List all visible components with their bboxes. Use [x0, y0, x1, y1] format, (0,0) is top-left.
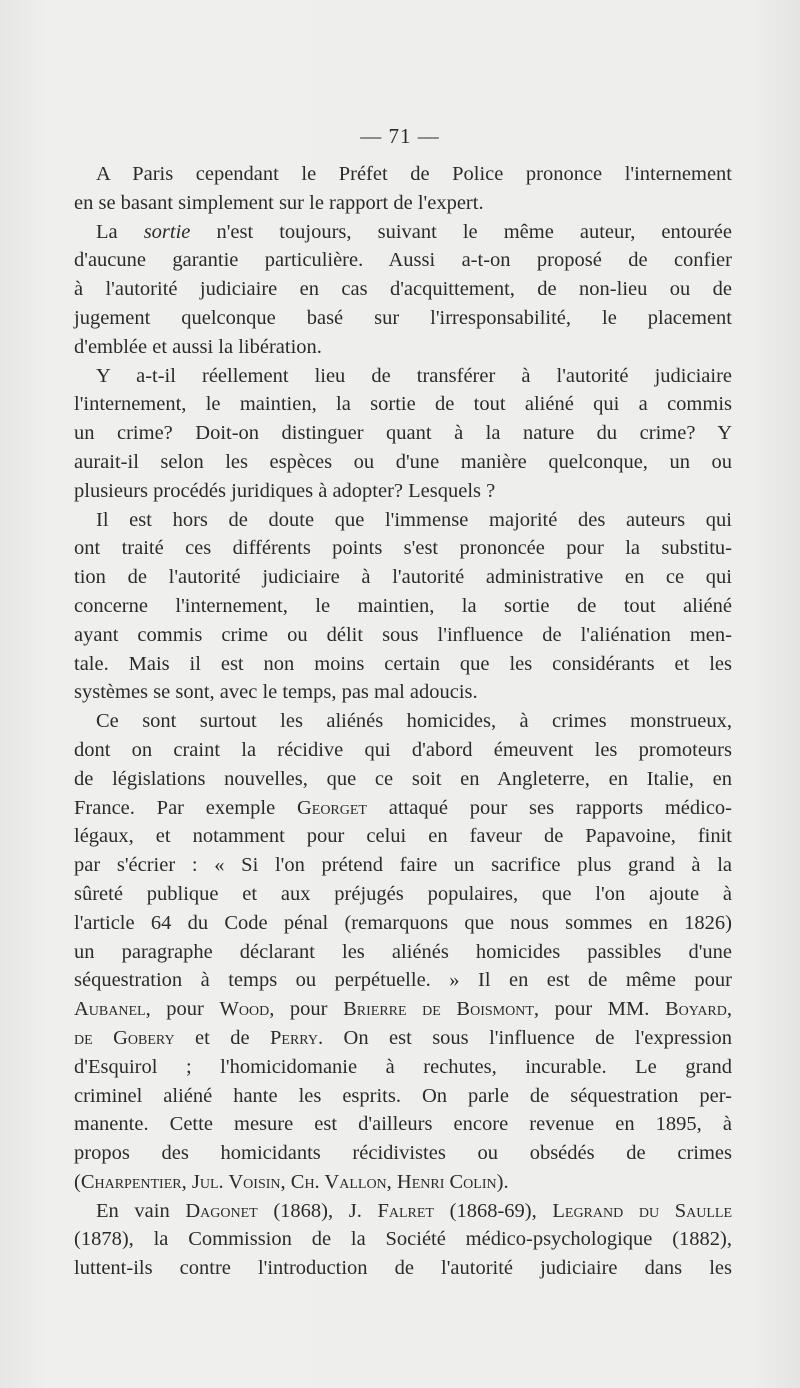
text-segment: concerne l'internement, le maintien, la sortie de tout aliéné	[74, 594, 732, 617]
text-segment: de Gobery	[74, 1026, 175, 1049]
text-segment: (1878), la Commission de la Société médico-psychologique (1882),	[74, 1228, 732, 1251]
text-segment: sûreté publique et aux préjugés populaires, que l'on ajoute à	[74, 882, 732, 905]
text-segment: légaux, et notamment pour celui en faveur de Papavoine, finit	[74, 825, 732, 848]
text-segment: , pour MM.	[533, 998, 665, 1021]
text-line	[74, 362, 732, 391]
text-line	[74, 736, 732, 765]
text-line	[74, 909, 732, 938]
text-line	[74, 966, 732, 995]
text-segment: Aubanel	[74, 998, 146, 1021]
page-number: — 71 —	[360, 124, 440, 148]
text-line	[74, 650, 732, 679]
text-segment: France. Par exemple	[74, 796, 297, 819]
text-segment: attaqué pour ses rapports médico-	[367, 796, 732, 819]
text-line	[74, 563, 732, 592]
text-segment: l'article 64 du Code pénal (remarquons que nous sommes en 1826)	[74, 911, 732, 934]
text-line	[74, 333, 732, 362]
text-segment: séquestration à temps ou perpétuelle. » Il en est de même pour	[74, 969, 732, 992]
text-line	[74, 1225, 732, 1254]
text-segment: et de	[174, 1026, 270, 1049]
text-line	[74, 1082, 732, 1111]
text-line	[74, 506, 732, 535]
text-segment: d'Esquirol ; l'homicidomanie à rechutes, incurable. Le grand	[74, 1055, 732, 1078]
text-segment: l'internement, le maintien, la sortie de tout aliéné qui a commis	[74, 393, 732, 416]
text-segment: un crime? Doit-on distinguer quant à la nature du crime? Y	[74, 422, 732, 445]
text-segment: ont traité ces différents points s'est prononcée pour la substitu-	[74, 537, 732, 560]
text-segment: , pour	[269, 998, 344, 1021]
text-line	[74, 851, 732, 880]
text-line	[74, 794, 732, 823]
text-line	[74, 707, 732, 736]
text-segment: criminel aliéné hante les esprits. On parle de séquestration per-	[74, 1084, 732, 1107]
text-segment: (1868), J.	[257, 1199, 378, 1222]
text-line	[74, 218, 732, 247]
text-line	[74, 304, 732, 333]
text-line	[74, 938, 732, 967]
text-segment: par s'écrier : « Si l'on prétend faire un sacrifice plus grand à la	[74, 854, 732, 877]
text-segment: Georget	[296, 796, 367, 819]
text-line	[74, 189, 732, 218]
text-segment: aurait-il selon les espèces ou d'une manière quelconque, un ou	[74, 450, 732, 473]
text-line	[74, 1024, 732, 1053]
text-segment: d'aucune garantie particulière. Aussi a-t-on proposé de confier	[74, 249, 732, 272]
text-segment: luttent-ils contre l'introduction de l'autorité judiciaire dans les	[74, 1257, 732, 1280]
text-segment: , pour	[145, 998, 220, 1021]
text-segment: En vain	[96, 1199, 186, 1222]
text-line	[74, 765, 732, 794]
text-line	[74, 1053, 732, 1082]
text-segment: . On est sous l'influence de l'expression	[317, 1026, 732, 1049]
text-line	[74, 1197, 732, 1226]
text-segment: dont on craint la récidive qui d'abord émeuvent les promoteurs	[74, 738, 732, 761]
text-line	[74, 160, 732, 189]
text-segment: (1868-69),	[434, 1199, 553, 1222]
text-segment: en se basant simplement sur le rapport de l'expert.	[74, 191, 484, 214]
text-segment: n'est toujours, suivant le même auteur, entourée	[190, 220, 733, 243]
text-segment: Il est hors de doute que l'immense majorité des auteurs qui	[96, 508, 732, 531]
text-line	[74, 678, 732, 707]
text-line	[74, 1110, 732, 1139]
text-segment: sortie	[143, 220, 191, 243]
text-segment: La	[96, 220, 144, 243]
text-segment: ayant commis crime ou délit sous l'influence de l'aliénation men-	[74, 623, 732, 646]
text-segment: manente. Cette mesure est d'ailleurs encore revenue en 1895, à	[74, 1113, 732, 1136]
text-line	[74, 1139, 732, 1168]
text-segment: tale. Mais il est non moins certain que les considérants et les	[74, 652, 732, 675]
text-segment: (	[74, 1170, 81, 1193]
text-segment: un paragraphe déclarant les aliénés homicides passibles d'une	[74, 940, 732, 963]
text-line	[74, 246, 732, 275]
text-segment: systèmes se sont, avec le temps, pas mal adoucis.	[74, 681, 478, 704]
text-segment: Legrand du Saulle	[552, 1199, 732, 1222]
text-segment: Wood	[219, 998, 270, 1021]
text-line	[74, 448, 732, 477]
text-line	[74, 822, 732, 851]
text-segment: plusieurs procédés juridiques à adopter? Lesquels ?	[74, 479, 496, 502]
text-segment: Boyard	[664, 998, 727, 1021]
text-line	[74, 592, 732, 621]
text-segment: Brierre de Boismont	[343, 998, 534, 1021]
text-segment: Ce sont surtout les aliénés homicides, à crimes monstrueux,	[96, 710, 732, 733]
text-segment: ).	[496, 1170, 509, 1193]
text-line	[74, 621, 732, 650]
text-segment: à l'autorité judiciaire en cas d'acquittement, de non-lieu ou de	[74, 278, 732, 301]
text-line	[74, 390, 732, 419]
text-line	[74, 1254, 732, 1283]
text-segment: Perry	[270, 1026, 318, 1049]
text-line	[74, 275, 732, 304]
body-text	[74, 160, 732, 1283]
text-segment: tion de l'autorité judiciaire à l'autorité administrative en ce qui	[74, 566, 732, 589]
text-line	[74, 880, 732, 909]
text-segment: jugement quelconque basé sur l'irresponsabilité, le placement	[74, 306, 732, 329]
text-line	[74, 534, 732, 563]
text-segment: Dagonet	[185, 1199, 258, 1222]
text-segment: ,	[726, 998, 733, 1021]
text-segment: propos des homicidants récidivistes ou obsédés de crimes	[74, 1142, 732, 1165]
text-segment: A Paris cependant le Préfet de Police prononce l'internement	[96, 163, 732, 185]
text-line	[74, 477, 732, 506]
text-line	[74, 1168, 732, 1197]
text-segment: d'emblée et aussi la libération.	[74, 335, 322, 358]
text-line	[74, 419, 732, 448]
text-segment: de législations nouvelles, que ce soit en Angleterre, en Italie, en	[74, 767, 732, 790]
text-segment: Y a-t-il réellement lieu de transférer à l'autorité judiciaire	[96, 364, 732, 387]
text-segment: Falret	[377, 1199, 434, 1222]
text-line	[74, 995, 732, 1024]
text-segment: Charpentier, Jul. Voisin, Ch. Vallon, Henri Colin	[80, 1170, 497, 1193]
